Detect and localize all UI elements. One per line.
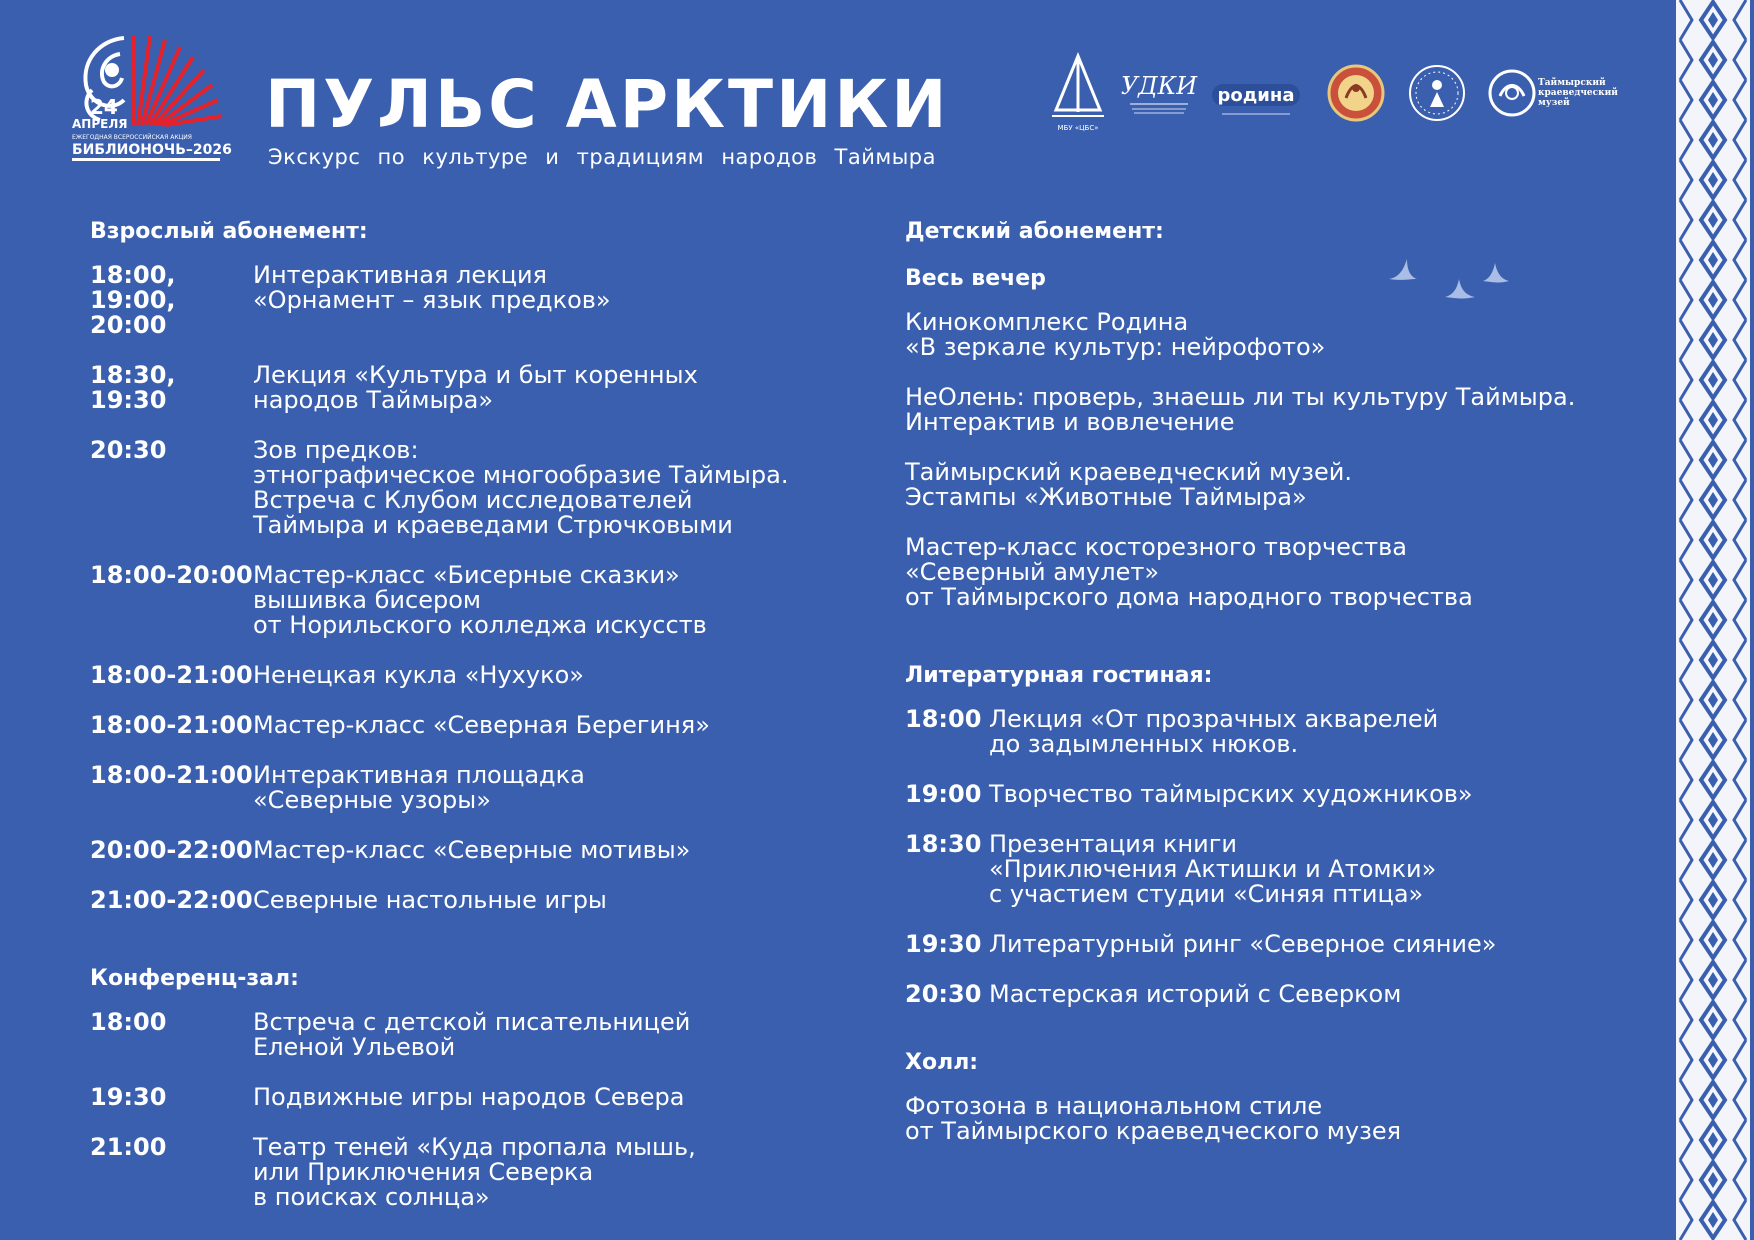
schedule-time: 19:30: [90, 1083, 167, 1111]
schedule-text: Интерактивная площадка «Северные узоры»: [253, 761, 585, 814]
schedule-time: 20:30: [90, 436, 167, 464]
list-item: Фотозона в национальном стиле от Таймырского краеведческого музея: [905, 1092, 1402, 1145]
mbu-cbs-logo: [1048, 52, 1108, 134]
children-subheading: Весь вечер: [905, 266, 1046, 291]
schedule-text: Зов предков: этнографическое многообразие Таймыра. Встреча с Клубом исследователей Таймыра и краеведами Стрючковыми: [253, 436, 789, 539]
schedule-time: 21:00-22:00: [90, 886, 253, 914]
schedule-time: 20:30: [905, 980, 982, 1008]
schedule-text: Интерактивная лекция «Орнамент – язык предков»: [253, 261, 611, 314]
children-heading: Детский абонемент:: [905, 219, 1164, 244]
schedule-time: 18:00-20:00: [90, 561, 253, 589]
house-of-folk-art-logo: [1406, 52, 1468, 134]
schedule-text: Лекция «Культура и быт коренных народов Таймыра»: [253, 361, 698, 414]
schedule-row: [90, 1085, 880, 1110]
svg-text:24: 24: [90, 95, 118, 119]
list-item: Мастер-класс косторезного творчества «Северный амулет» от Таймырского дома народного творчества: [905, 533, 1473, 611]
schedule-row: [90, 1010, 880, 1060]
museum-logo: Таймырский краеведческий музей: [1488, 52, 1608, 134]
schedule-text: Подвижные игры народов Севера: [253, 1083, 685, 1111]
schedule-time: 18:30: [905, 830, 982, 858]
schedule-row: [90, 888, 880, 913]
schedule-text: Встреча с детской писательницей Еленой Ульевой: [253, 1008, 691, 1061]
schedule-row: [90, 838, 880, 863]
schedule-text: Творчество таймырских художников»: [989, 780, 1473, 808]
schedule-time: 20:00-22:00: [90, 836, 253, 864]
schedule-text: Лекция «От прозрачных акварелей до задымленных нюков.: [989, 705, 1439, 758]
schedule-time: 19:00: [905, 780, 982, 808]
hall-heading: Холл:: [905, 1050, 979, 1075]
bibliotnoch-logo: [72, 30, 247, 170]
page-subtitle: Экскурс по культуре и традициям народов Таймыра: [268, 145, 936, 169]
schedule-time: 18:00: [905, 705, 982, 733]
schedule-row: [90, 563, 880, 638]
schedule-text: Мастерская историй с Северком: [989, 980, 1402, 1008]
schedule-row: [905, 782, 1665, 807]
schedule-text: Северные настольные игры: [253, 886, 607, 914]
schedule-text: Мастер-класс «Бисерные сказки» вышивка бисером от Норильского колледжа искусств: [253, 561, 707, 639]
schedule-row: [905, 932, 1665, 957]
schedule-row: [90, 763, 880, 813]
svg-text:родина: родина: [1217, 85, 1295, 106]
svg-text:УДКИ: УДКИ: [1120, 72, 1198, 100]
schedule-row: [90, 713, 880, 738]
schedule-row: [90, 363, 880, 413]
schedule-time: 21:00: [90, 1133, 167, 1161]
list-item: Таймырский краеведческий музей. Эстампы «Животные Таймыра»: [905, 458, 1352, 511]
conference-heading: Конференц-зал:: [90, 966, 299, 991]
ornament-border: [1672, 0, 1754, 1240]
rodina-logo: [1210, 52, 1302, 134]
schedule-row: [90, 438, 880, 538]
svg-text:МБУ «ЦБС»: МБУ «ЦБС»: [1057, 124, 1099, 132]
list-item: Кинокомплекс Родина «В зеркале культур: нейрофото»: [905, 308, 1326, 361]
schedule-time: 18:00-21:00: [90, 661, 253, 689]
page-title: ПУЛЬС АРКТИКИ: [265, 66, 950, 143]
round-emblem-logo: [1326, 52, 1386, 134]
schedule-text: Ненецкая кукла «Нухуко»: [253, 661, 584, 689]
adult-heading: Взрослый абонемент:: [90, 219, 368, 244]
schedule-text: Презентация книги «Приключения Актишки и Атомки» с участием студии «Синяя птица»: [989, 830, 1437, 908]
schedule-time: 18:00-21:00: [90, 761, 253, 789]
literary-schedule: [905, 707, 1665, 1007]
right-column: [905, 216, 1665, 1169]
schedule-time: 18:00, 19:00, 20:00: [90, 261, 176, 339]
logo-rays-icon: [134, 35, 222, 125]
schedule-row: [90, 263, 880, 338]
left-column: [90, 216, 880, 1235]
schedule-time: 19:30: [905, 930, 982, 958]
schedule-row: [905, 982, 1665, 1007]
schedule-row: [905, 832, 1665, 907]
svg-text:АПРЕЛЯ: АПРЕЛЯ: [72, 117, 128, 131]
svg-text:БИБЛИОНОЧЬ–2026: БИБЛИОНОЧЬ–2026: [72, 142, 232, 158]
schedule-row: [90, 1135, 880, 1210]
schedule-text: Мастер-класс «Северная Берегиня»: [253, 711, 710, 739]
schedule-time: 18:00: [90, 1008, 167, 1036]
adult-schedule: [90, 263, 880, 913]
udkii-logo: [1120, 52, 1198, 134]
literary-heading: Литературная гостиная:: [905, 663, 1213, 688]
schedule-text: Мастер-класс «Северные мотивы»: [253, 836, 691, 864]
schedule-time: 18:30, 19:30: [90, 361, 176, 414]
schedule-row: [90, 663, 880, 688]
schedule-row: [905, 707, 1665, 757]
partner-logos: [1048, 52, 1618, 134]
schedule-text: Литературный ринг «Северное сияние»: [989, 930, 1497, 958]
children-list: [905, 310, 1665, 610]
schedule-text: Театр теней «Куда пропала мышь, или Приключения Северка в поисках солнца»: [253, 1133, 696, 1211]
schedule-time: 18:00-21:00: [90, 711, 253, 739]
conference-schedule: [90, 1010, 880, 1210]
list-item: НеОлень: проверь, знаешь ли ты культуру Таймыра. Интерактив и вовлечение: [905, 383, 1576, 436]
svg-text:ЕЖЕГОДНАЯ ВСЕРОССИЙСКАЯ АКЦИЯ: ЕЖЕГОДНАЯ ВСЕРОССИЙСКАЯ АКЦИЯ: [72, 134, 192, 141]
